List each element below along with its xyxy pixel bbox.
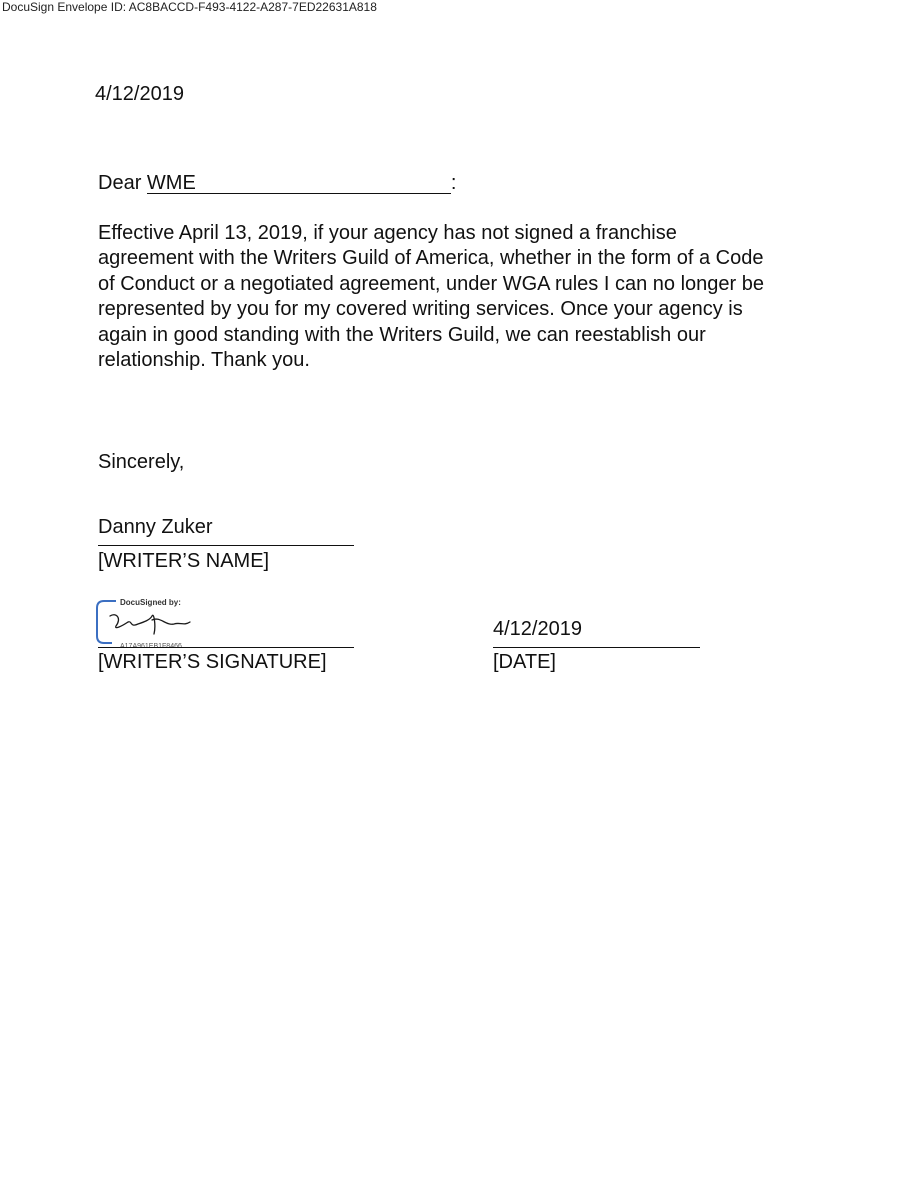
handwritten-signature <box>110 615 190 634</box>
signature-line <box>98 647 354 648</box>
docusign-signature-stamp <box>94 596 216 648</box>
salutation-colon: : <box>450 172 457 194</box>
body-line: again in good standing with the Writers Guild, we can reestablish our <box>98 323 706 346</box>
writer-name: Danny Zuker <box>98 516 213 538</box>
docusign-envelope-id: DocuSign Envelope ID: AC8BACCD-F493-4122-A287-7ED22631A818 <box>2 0 377 14</box>
letter-date: 4/12/2019 <box>95 83 184 105</box>
writer-signature-label: [WRITER’S SIGNATURE] <box>98 651 327 673</box>
date-label: [DATE] <box>493 651 556 673</box>
stamp-header: DocuSigned by: <box>120 598 181 607</box>
closing: Sincerely, <box>98 451 185 473</box>
writer-name-line <box>98 545 354 546</box>
stamp-id: A17A961EB1F8466... <box>120 643 188 648</box>
body-line: Effective April 13, 2019, if your agency has not signed a franchise <box>98 222 677 244</box>
salutation-prefix: Dear <box>98 172 147 194</box>
recipient-name: WME <box>147 173 451 194</box>
writer-name-label: [WRITER’S NAME] <box>98 550 270 572</box>
body-line: represented by you for my covered writing services. Once your agency is <box>98 298 743 321</box>
signature-stamp-graphic <box>94 596 216 648</box>
body-line: agreement with the Writers Guild of America, whether in the form of a Code <box>98 247 764 270</box>
signed-date: 4/12/2019 <box>493 618 582 640</box>
salutation <box>98 171 456 195</box>
body-line: of Conduct or a negotiated agreement, under WGA rules I can no longer be <box>98 272 764 295</box>
letter-body <box>98 221 858 373</box>
stamp-frame <box>97 601 116 643</box>
date-line <box>493 647 700 648</box>
body-line: relationship. Thank you. <box>98 349 310 372</box>
